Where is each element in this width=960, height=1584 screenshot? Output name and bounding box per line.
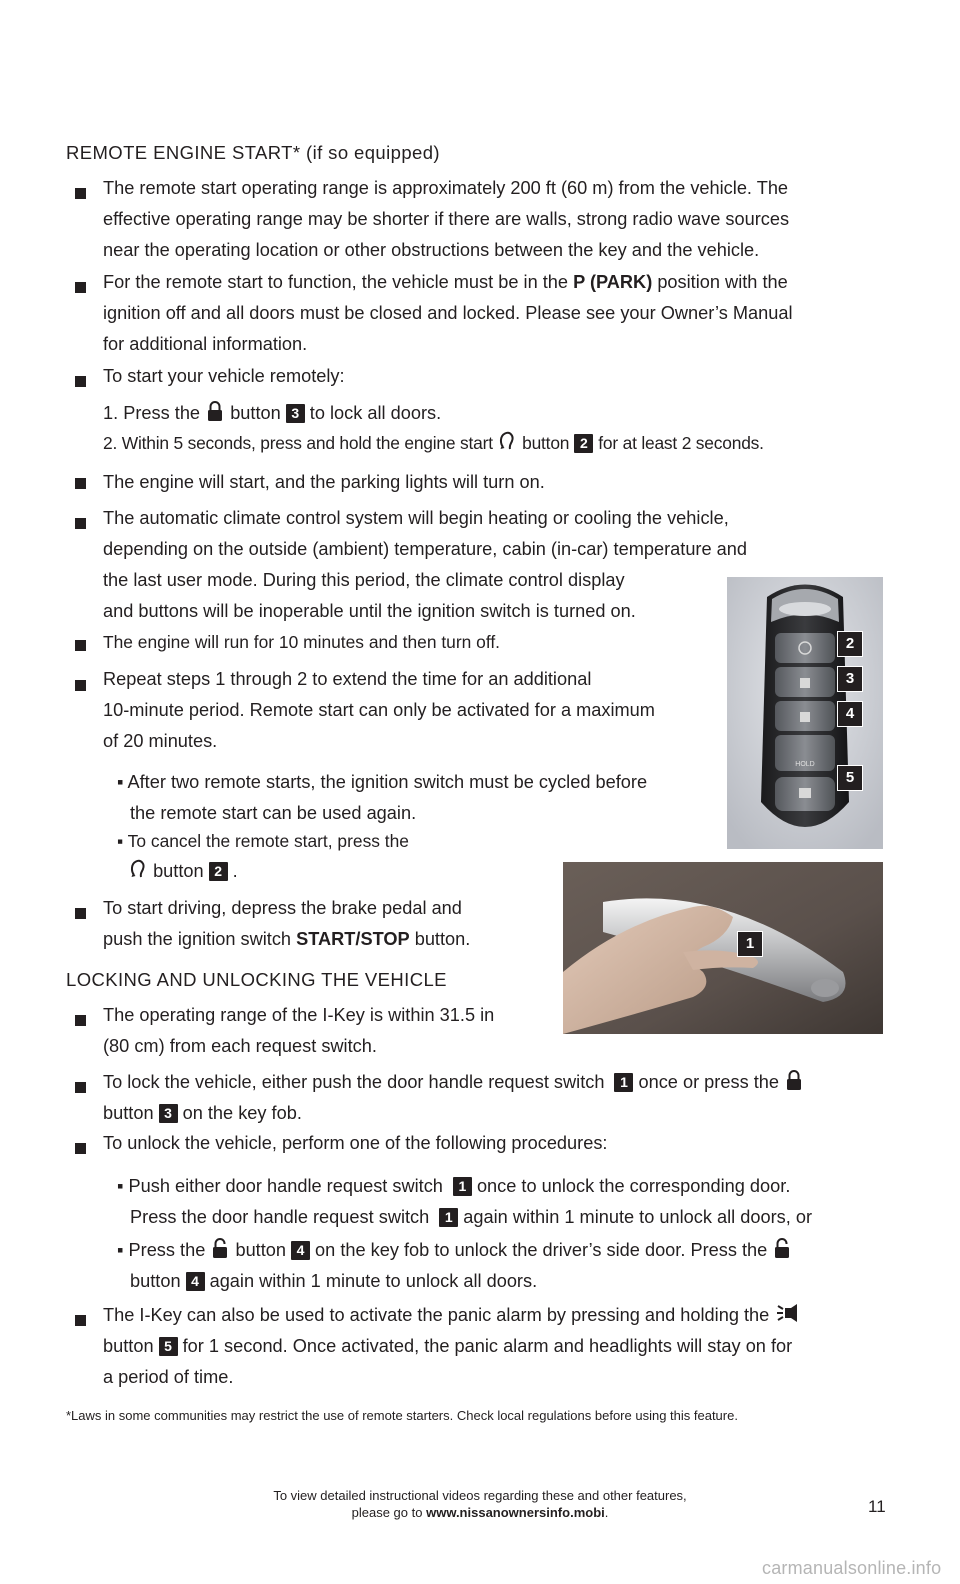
bullet-panic — [103, 1300, 800, 1393]
key-fob-image — [727, 577, 883, 849]
text: button — [103, 1336, 154, 1356]
text-line: of 20 minutes. — [103, 731, 218, 751]
bullet-repeat — [103, 664, 655, 757]
text-line: depending on the outside (ambient) temperature, cabin (in-car) temperature and — [103, 539, 748, 559]
lock-icon — [207, 400, 223, 422]
text: . — [604, 1505, 609, 1520]
sub-bullet-key-fob — [117, 1235, 792, 1297]
bullet — [75, 908, 86, 919]
bullet-park — [103, 267, 793, 360]
bullet-unlock: To unlock the vehicle, perform one of the following procedures: — [103, 1133, 608, 1153]
text-line: ignition off and all doors must be closed and locked. Please see your Owner’s Manual — [103, 303, 793, 323]
text-line: the last user mode. During this period, the climate control display — [103, 570, 625, 590]
text-line: The remote start operating range is approximately 200 ft (60 m) from the vehicle. The — [103, 178, 789, 198]
text-line: The operating range of the I-Key is within 31.5 in — [103, 1005, 495, 1025]
text-line: for additional information. — [103, 334, 308, 354]
bullet — [75, 680, 86, 691]
text: 2. Within 5 seconds, press and hold the engine start — [103, 433, 493, 453]
page-number: 11 — [868, 1497, 886, 1516]
callout-1: 1 — [737, 931, 763, 957]
text: once or press the — [638, 1072, 779, 1092]
door-handle-illustration — [563, 862, 883, 1034]
text-line: and buttons will be inoperable until the ignition switch is turned on. — [103, 601, 636, 621]
callout-badge: 1 — [439, 1208, 458, 1227]
text: for at least 2 seconds. — [598, 433, 764, 453]
callout-3: 3 — [837, 666, 863, 692]
text: Press the door handle request switch — [130, 1207, 430, 1227]
bullet — [75, 518, 86, 529]
unlock-icon — [774, 1237, 790, 1259]
lock-icon — [786, 1069, 802, 1091]
callout-badge: 3 — [286, 404, 305, 423]
callout-badge: 2 — [209, 862, 228, 881]
bullet-ikey-range — [103, 1000, 494, 1062]
door-handle-image — [563, 862, 883, 1034]
watermark: carmanualsonline.info — [762, 1558, 942, 1578]
bullet — [75, 1143, 86, 1154]
sub-bullet-cycle — [117, 767, 647, 829]
text: To lock the vehicle, either push the door handle request switch — [103, 1072, 605, 1092]
text: button — [522, 433, 570, 453]
text: For the remote start to function, the vehicle must be in the — [103, 272, 569, 292]
bullet-range — [103, 173, 789, 266]
section-heading-remote-start: REMOTE ENGINE START* (if so equipped) — [66, 142, 440, 163]
text: to lock all doors. — [309, 403, 442, 423]
text-line: near the operating location or other obstructions between the key and the vehicle. — [103, 240, 760, 260]
callout-badge: 1 — [453, 1177, 472, 1196]
bullet-start-steps — [103, 361, 345, 392]
step-2 — [103, 428, 764, 459]
bullet-engine-start: The engine will start, and the parking lights will turn on. — [103, 472, 545, 492]
unlock-icon — [212, 1237, 228, 1259]
text: on the key fob to unlock the driver’s side door. Press the — [315, 1240, 768, 1260]
section-heading-locking: LOCKING AND UNLOCKING THE VEHICLE — [66, 969, 447, 990]
sub-bullet-door-switch — [117, 1171, 812, 1233]
step-1 — [103, 398, 441, 429]
text: position with the — [657, 272, 788, 292]
panic-alarm-icon — [776, 1302, 798, 1324]
bullet — [75, 1315, 86, 1326]
bullet-lock — [103, 1067, 804, 1129]
footnote: *Laws in some communities may restrict the use of remote starters. Check local regulations before using this feature. — [66, 1408, 738, 1423]
text-line: effective operating range may be shorter if there are walls, strong radio wave sources — [103, 209, 790, 229]
text: button — [230, 403, 281, 423]
remote-start-icon — [130, 858, 146, 880]
callout-badge: 5 — [159, 1337, 178, 1356]
bullet-climate — [103, 503, 747, 627]
sub-bullet-cancel — [117, 826, 409, 857]
text-line: Repeat steps 1 through 2 to extend the time for an additional — [103, 669, 592, 689]
text: button. — [414, 929, 471, 949]
callout-4: 4 — [837, 701, 863, 727]
text-line: To view detailed instructional videos regarding these and other features, — [273, 1488, 687, 1503]
hold-label: HOLD — [795, 761, 815, 768]
text-line: ▪ After two remote starts, the ignition switch must be cycled before — [117, 772, 648, 792]
callout-badge: 2 — [574, 434, 593, 453]
bullet-driving — [103, 893, 470, 955]
text: ▪ Press the — [117, 1240, 206, 1260]
text-line: a period of time. — [103, 1367, 234, 1387]
bullet — [75, 478, 86, 489]
remote-start-icon — [499, 430, 515, 452]
bullet — [75, 1015, 86, 1026]
text: on the key fob. — [182, 1103, 302, 1123]
text-line: To start driving, depress the brake pedal and — [103, 898, 462, 918]
sub-bullet-cancel-2 — [128, 856, 238, 887]
callout-badge: 3 — [159, 1104, 178, 1123]
text: please go to — [351, 1505, 423, 1520]
bullet — [75, 188, 86, 199]
callout-badge: 4 — [186, 1272, 205, 1291]
callout-badge: 1 — [614, 1073, 633, 1092]
bullet — [75, 282, 86, 293]
text: button — [153, 861, 204, 881]
text: once to unlock the corresponding door. — [476, 1176, 791, 1196]
text: again within 1 minute to unlock all doors, or — [463, 1207, 813, 1227]
text-line: ▪ To cancel the remote start, press the — [117, 831, 409, 851]
bullet-run-time: The engine will run for 10 minutes and then turn off. — [103, 632, 501, 652]
start-stop-label: START/STOP — [296, 929, 410, 949]
text-line: the remote start can be used again. — [130, 803, 417, 823]
text: . — [232, 861, 238, 881]
text: ▪ Push either door handle request switch — [117, 1176, 443, 1196]
bullet — [75, 640, 86, 651]
park-label: P (PARK) — [573, 272, 653, 292]
text-line: The automatic climate control system will begin heating or cooling the vehicle, — [103, 508, 729, 528]
text-line: 10-minute period. Remote start can only be activated for a maximum — [103, 700, 655, 720]
text-line: (80 cm) from each request switch. — [103, 1036, 377, 1056]
text: button — [235, 1240, 287, 1260]
text: for 1 second. Once activated, the panic alarm and headlights will stay on for — [182, 1336, 793, 1356]
callout-2: 2 — [837, 631, 863, 657]
text: again within 1 minute to unlock all doors. — [209, 1271, 538, 1291]
bullet — [75, 376, 86, 387]
callout-5: 5 — [837, 765, 863, 791]
text: The I-Key can also be used to activate the panic alarm by pressing and holding the — [103, 1305, 770, 1325]
text: button — [130, 1271, 181, 1291]
text: 1. Press the — [103, 403, 201, 423]
text: push the ignition switch — [103, 929, 292, 949]
text: button — [103, 1103, 154, 1123]
bullet — [75, 1082, 86, 1093]
callout-badge: 4 — [291, 1241, 310, 1260]
video-note — [180, 1487, 780, 1521]
text-line: To start your vehicle remotely: — [103, 366, 345, 386]
website-link[interactable]: www.nissanownersinfo.mobi — [426, 1505, 605, 1520]
